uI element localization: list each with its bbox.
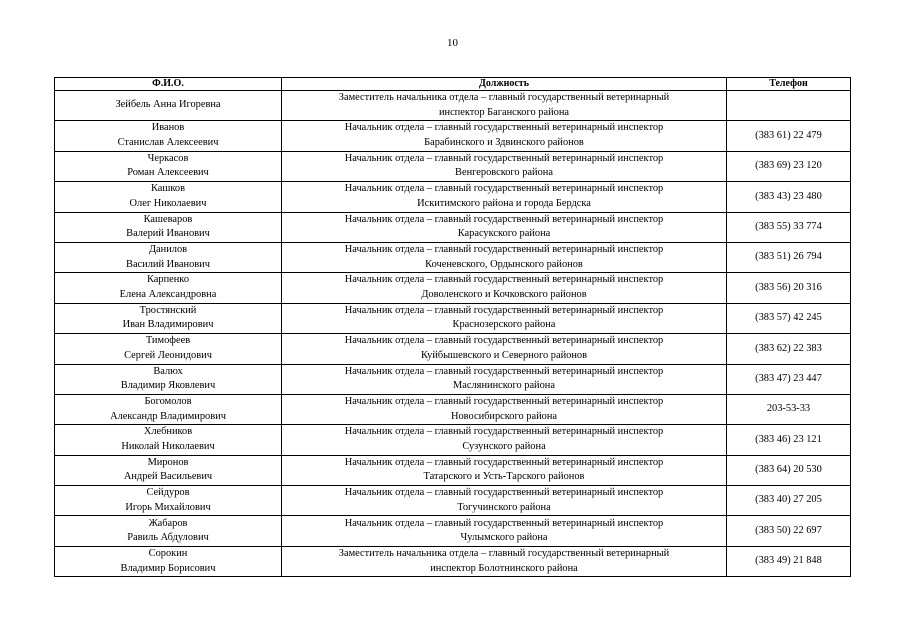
employee-name-cell (55, 151, 282, 181)
employee-phone-cell: (383 40) 27 205 (727, 486, 851, 516)
employee-phone-cell: (383 56) 20 316 (727, 273, 851, 303)
employee-position-line: Заместитель начальника отдела – главный государственный ветеринарный (338, 547, 670, 559)
employee-position-cell (282, 212, 727, 242)
table-header-row (55, 78, 851, 91)
employee-name-cell (55, 303, 282, 333)
employee-name-line: Андрей Васильевич (123, 471, 213, 483)
employee-phone-cell: (383 69) 23 120 (727, 151, 851, 181)
employee-name-cell (55, 546, 282, 576)
employee-name-cell (55, 334, 282, 364)
table-row (55, 546, 851, 576)
employee-position-cell (282, 242, 727, 272)
table-body (55, 91, 851, 577)
employee-name-line: Черкасов (147, 152, 189, 164)
employee-name-line: Валюх (153, 365, 183, 377)
employee-position-cell (282, 425, 727, 455)
page-number: 10 (447, 37, 458, 49)
employee-phone-cell: (383 47) 23 447 (727, 364, 851, 394)
employee-name-cell (55, 364, 282, 394)
employee-name-line: Кашеваров (143, 213, 193, 225)
employee-name-line: Тимофеев (145, 335, 191, 347)
table-row (55, 425, 851, 455)
employee-name-line: Валерий Иванович (126, 228, 210, 240)
column-header-phone: Телефон (727, 78, 851, 91)
employee-position-line: Начальник отдела – главный государственный ветеринарный инспектор (344, 152, 664, 164)
table-row (55, 486, 851, 516)
employee-position-cell (282, 151, 727, 181)
employee-position-cell (282, 273, 727, 303)
employee-position-line: Начальник отдела – главный государственный ветеринарный инспектор (344, 396, 664, 407)
employee-phone-cell: 203-53-33 (727, 394, 851, 424)
employee-position-line: Чулымского района (460, 532, 548, 544)
employee-phone-cell: (383 51) 26 794 (727, 242, 851, 272)
employee-position-cell (282, 455, 727, 485)
employee-position-line: Новосибирского района (450, 410, 558, 422)
employee-name-line: Олег Николаевич (129, 197, 207, 209)
employee-name-line: Богомолов (144, 396, 192, 407)
employee-name-line: Сейдуров (146, 487, 190, 499)
table-row (55, 212, 851, 242)
employee-position-line: Начальник отдела – главный государственный ветеринарный инспектор (344, 213, 664, 225)
employee-position-line: инспектор Болотнинского района (430, 562, 578, 574)
employee-position-line: Краснозерского района (452, 319, 556, 331)
employee-name-line: Роман Алексеевич (127, 167, 209, 179)
employee-name-line: Зейбель Анна Игоревна (115, 99, 221, 111)
employee-phone-cell: (383 55) 33 774 (727, 212, 851, 242)
contacts-table (54, 77, 851, 577)
table-row (55, 303, 851, 333)
employee-phone-cell: (383 49) 21 848 (727, 546, 851, 576)
column-header-name: Ф.И.О. (55, 78, 282, 91)
employee-name-line: Николай Николаевич (121, 440, 215, 452)
employee-position-line: Тогучинского района (457, 501, 551, 513)
employee-name-line: Александр Владимирович (110, 410, 226, 422)
employee-name-line: Иванов (151, 122, 185, 134)
employee-name-cell (55, 516, 282, 546)
employee-name-line: Игорь Михайлович (125, 501, 211, 513)
employee-name-line: Василий Иванович (126, 258, 210, 270)
employee-position-line: Венгеровского района (455, 167, 553, 179)
table-row (55, 334, 851, 364)
employee-name-cell (55, 212, 282, 242)
employee-phone-cell: (383 43) 23 480 (727, 182, 851, 212)
employee-position-cell (282, 303, 727, 333)
employee-name-cell (55, 91, 282, 121)
employee-position-line: Начальник отдела – главный государственный ветеринарный инспектор (344, 426, 664, 438)
employee-phone-cell: (383 64) 20 530 (727, 455, 851, 485)
employee-position-line: Начальник отдела – главный государственный ветеринарный инспектор (344, 456, 664, 468)
employee-position-cell (282, 486, 727, 516)
employee-position-line: Начальник отдела – главный государственный ветеринарный инспектор (344, 304, 664, 316)
employee-name-line: Кашков (150, 183, 186, 195)
employee-name-line: Владимир Борисович (120, 562, 216, 574)
table-row (55, 455, 851, 485)
employee-name-line: Карпенко (146, 274, 190, 286)
employee-position-line: Доволенского и Кочковского районов (421, 289, 587, 301)
employee-name-line: Владимир Яковлевич (120, 380, 216, 392)
employee-position-line: Карасукского района (457, 228, 551, 240)
table-row (55, 273, 851, 303)
table-row (55, 121, 851, 151)
employee-position-line: Сузунского района (462, 440, 546, 452)
employee-position-line: Татарского и Усть-Тарского районов (423, 471, 585, 483)
table-row (55, 516, 851, 546)
table-row (55, 91, 851, 121)
employee-position-line: Начальник отдела – главный государственный ветеринарный инспектор (344, 183, 664, 195)
employee-position-line: Начальник отдела – главный государственный ветеринарный инспектор (344, 335, 664, 347)
employee-position-line: Начальник отдела – главный государственный ветеринарный инспектор (344, 517, 664, 529)
employee-name-line: Сергей Леонидович (124, 349, 212, 361)
employee-position-line: Коченевского, Ордынского районов (425, 258, 583, 270)
employee-position-cell (282, 394, 727, 424)
employee-phone-cell: (383 62) 22 383 (727, 334, 851, 364)
employee-phone-cell: (383 57) 42 245 (727, 303, 851, 333)
employee-name-cell (55, 455, 282, 485)
employee-position-line: Начальник отдела – главный государственный ветеринарный инспектор (344, 244, 664, 256)
employee-name-cell (55, 273, 282, 303)
table-row (55, 182, 851, 212)
employee-position-cell (282, 334, 727, 364)
employee-position-cell (282, 546, 727, 576)
employee-name-cell (55, 425, 282, 455)
employee-position-line: Начальник отдела – главный государственный ветеринарный инспектор (344, 365, 664, 377)
employee-position-line: инспектор Баганского района (438, 106, 570, 118)
employee-phone-cell: (383 46) 23 121 (727, 425, 851, 455)
employee-name-cell (55, 121, 282, 151)
employee-name-line: Станислав Алексеевич (117, 137, 219, 149)
employee-name-line: Жабаров (148, 517, 188, 529)
employee-position-cell (282, 91, 727, 121)
employee-name-line: Тростянский (139, 304, 197, 316)
employee-name-cell (55, 394, 282, 424)
employee-phone-cell (727, 91, 851, 121)
employee-position-cell (282, 516, 727, 546)
employee-position-line: Барабинского и Здвинского районов (424, 137, 584, 149)
employee-position-line: Заместитель начальника отдела – главный государственный ветеринарный (338, 92, 670, 104)
employee-position-line: Начальник отдела – главный государственный ветеринарный инспектор (344, 122, 664, 134)
employee-name-line: Миронов (147, 456, 189, 468)
table-row (55, 394, 851, 424)
employee-name-line: Хлебников (143, 426, 193, 438)
employee-name-line: Равиль Абдулович (127, 532, 209, 544)
employee-position-line: Маслянинского района (453, 380, 555, 392)
table-row (55, 242, 851, 272)
employee-name-cell (55, 486, 282, 516)
employee-phone-cell: (383 50) 22 697 (727, 516, 851, 546)
employee-position-cell (282, 121, 727, 151)
employee-name-cell (55, 242, 282, 272)
employee-position-cell (282, 182, 727, 212)
employee-name-line: Сорокин (148, 547, 188, 559)
table-row (55, 151, 851, 181)
employee-position-line: Искитимского района и города Бердска (417, 197, 591, 209)
employee-name-line: Елена Александровна (119, 289, 217, 301)
employee-position-cell (282, 364, 727, 394)
employee-position-line: Куйбышевского и Северного районов (420, 349, 587, 361)
employee-position-line: Начальник отдела – главный государственный ветеринарный инспектор (344, 487, 664, 499)
employee-name-line: Иван Владимирович (122, 319, 214, 331)
employee-phone-cell: (383 61) 22 479 (727, 121, 851, 151)
employee-name-cell (55, 182, 282, 212)
table-row (55, 364, 851, 394)
employee-position-line: Начальник отдела – главный государственный ветеринарный инспектор (344, 274, 664, 286)
employee-name-line: Данилов (148, 244, 188, 256)
column-header-position: Должность (282, 78, 727, 91)
